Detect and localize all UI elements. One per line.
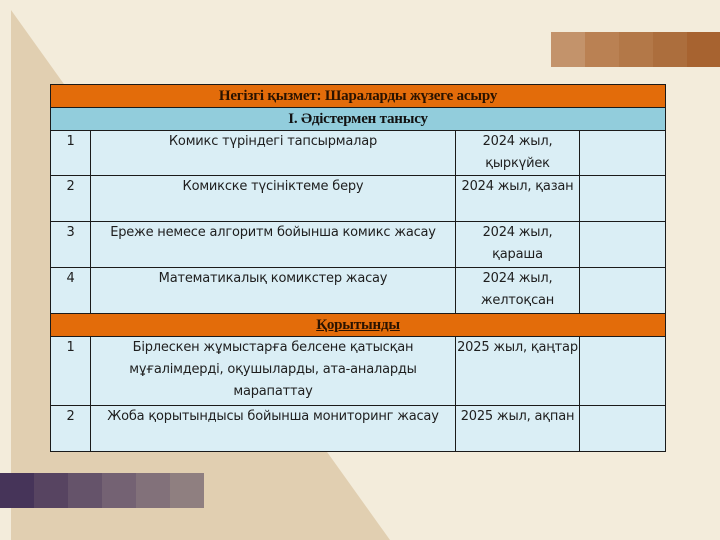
row-number: 1 <box>51 337 91 406</box>
conclusion-title: Қорытынды <box>316 317 400 333</box>
row-number: 4 <box>51 268 91 314</box>
swatch <box>68 473 102 508</box>
task-cell: Ереже немесе алгоритм бойынша комикс жасау <box>91 222 456 268</box>
main-header: Негізгі қызмет: Шараларды жүзеге асыру <box>51 85 666 108</box>
swatch <box>687 32 720 67</box>
section-title: І. Әдістермен танысу <box>51 108 666 131</box>
conclusion-header <box>51 314 666 337</box>
date-cell: 2024 жыл, қыркүйек <box>456 131 580 176</box>
swatch <box>551 32 585 67</box>
task-cell: Жоба қорытындысы бойынша мониторинг жасау <box>91 406 456 452</box>
row-number: 3 <box>51 222 91 268</box>
task-cell: Бірлескен жұмыстарға белсене қатысқан мұғалімдерді, оқушыларды, ата-аналарды марапаттау <box>91 337 456 406</box>
swatch <box>136 473 170 508</box>
table-row <box>51 268 666 314</box>
decorative-swatches-top <box>551 32 720 67</box>
note-cell <box>580 176 666 222</box>
swatch <box>0 473 34 508</box>
note-cell <box>580 222 666 268</box>
row-number: 2 <box>51 406 91 452</box>
note-cell <box>580 337 666 406</box>
date-cell: 2024 жыл, желтоқсан <box>456 268 580 314</box>
swatch <box>619 32 653 67</box>
swatch <box>102 473 136 508</box>
table-row <box>51 176 666 222</box>
date-cell: 2025 жыл, қаңтар <box>456 337 580 406</box>
task-cell: Математикалық комикстер жасау <box>91 268 456 314</box>
decorative-swatches-bottom <box>0 473 204 508</box>
row-number: 2 <box>51 176 91 222</box>
note-cell <box>580 131 666 176</box>
swatch <box>34 473 68 508</box>
section-header-row <box>51 314 666 337</box>
activities-table <box>50 84 666 452</box>
main-header-row <box>51 85 666 108</box>
date-cell: 2024 жыл, қазан <box>456 176 580 222</box>
table-row <box>51 406 666 452</box>
swatch <box>653 32 687 67</box>
table-row <box>51 337 666 406</box>
swatch <box>170 473 204 508</box>
section-header-row <box>51 108 666 131</box>
date-cell: 2025 жыл, ақпан <box>456 406 580 452</box>
task-cell: Комикс түріндегі тапсырмалар <box>91 131 456 176</box>
swatch <box>585 32 619 67</box>
date-cell: 2024 жыл, қараша <box>456 222 580 268</box>
table-row <box>51 222 666 268</box>
task-cell: Комикске түсініктеме беру <box>91 176 456 222</box>
row-number: 1 <box>51 131 91 176</box>
note-cell <box>580 268 666 314</box>
note-cell <box>580 406 666 452</box>
table-row <box>51 131 666 176</box>
